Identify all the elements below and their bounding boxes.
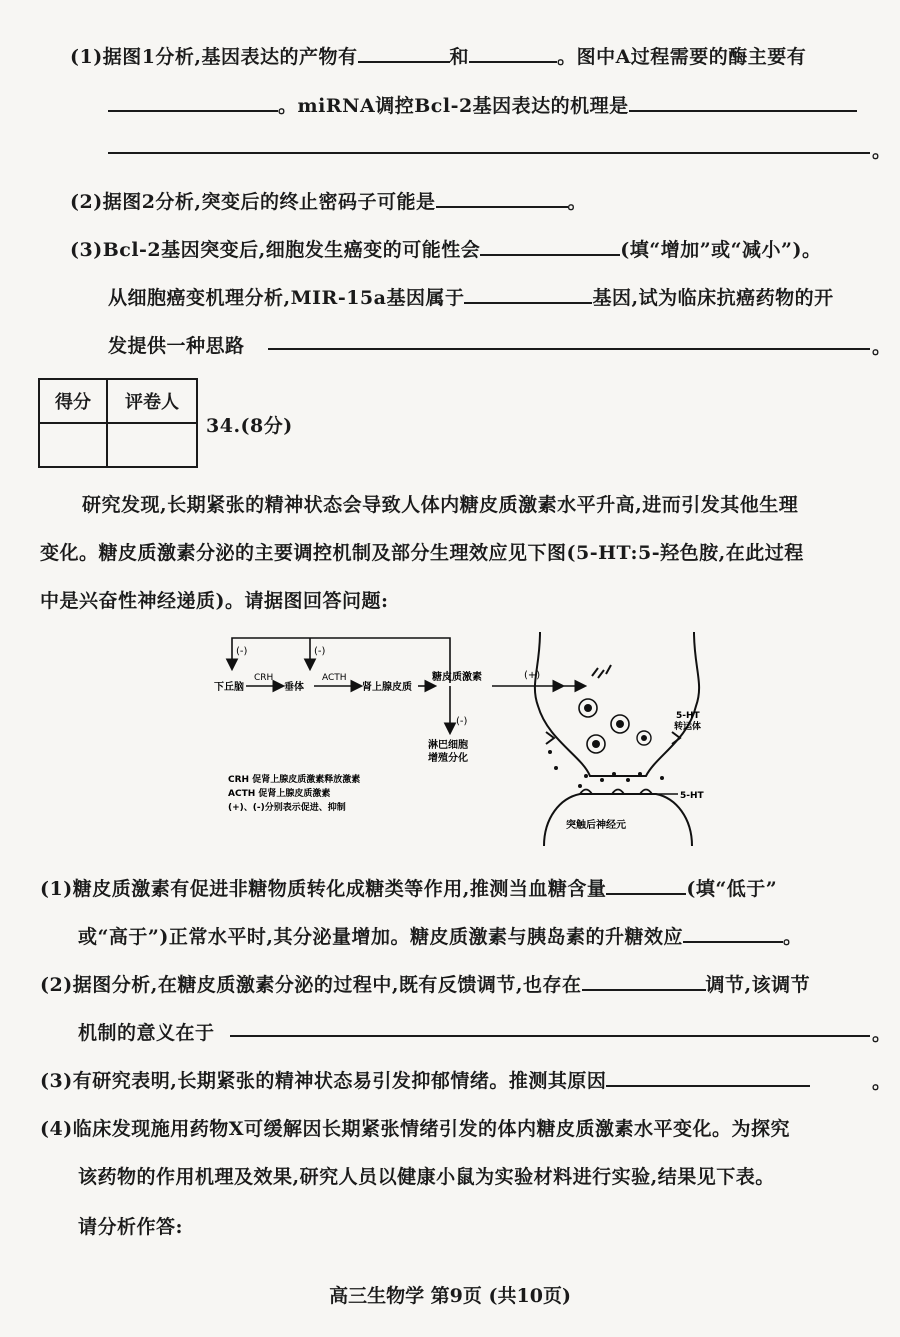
transporter-label-2: 转运体	[674, 722, 702, 732]
period: 。	[872, 336, 892, 358]
q33-line-2: 。miRNA调控Bcl-2基因表达的机理是	[108, 91, 857, 118]
q34-line-1: (1)糖皮质激素有促进非糖物质转化成糖类等作用,推测当血糖含量 (填“低于”	[40, 874, 777, 901]
answer-rule[interactable]	[230, 1035, 870, 1037]
answer-blank[interactable]	[358, 43, 450, 63]
q34-line-7: 该药物的作用机理及效果,研究人员以健康小鼠为实验材料进行实验,结果见下表。	[78, 1166, 775, 1188]
answer-blank[interactable]	[582, 971, 706, 991]
acth-label: ACTH	[322, 673, 347, 683]
q34-line-3: (2)据图分析,在糖皮质激素分泌的过程中,既有反馈调节,也存在 调节,该调节	[40, 970, 810, 997]
receptor-label: 5-HT	[680, 791, 704, 801]
answer-blank[interactable]	[108, 92, 278, 112]
q34-line-8: 请分析作答:	[78, 1216, 184, 1238]
q33-line-6: 发提供一种思路	[108, 335, 245, 357]
presynaptic-terminal	[535, 632, 702, 776]
q34-line-5: (3)有研究表明,长期紧张的精神状态易引发抑郁情绪。推测其原因	[40, 1066, 810, 1093]
answer-blank[interactable]	[606, 875, 686, 895]
pituitary-label: 垂体	[284, 682, 304, 693]
grader-header: 评卷人	[107, 379, 197, 423]
answer-blank[interactable]	[480, 236, 620, 256]
legend-acth: ACTH 促肾上腺皮质激素	[228, 789, 331, 799]
minus-label-1: (-)	[236, 646, 248, 657]
q33-line-5: 从细胞癌变机理分析,MIR-15a基因属于 基因,试为临床抗癌药物的开	[108, 283, 834, 310]
answer-blank[interactable]	[469, 43, 557, 63]
grader-cell[interactable]	[107, 423, 197, 467]
answer-blank[interactable]	[464, 284, 592, 304]
answer-blank[interactable]	[629, 92, 857, 112]
period: 。	[872, 140, 892, 162]
q33-line-1: (1)据图1分析,基因表达的产物有 和 。图中A过程需要的酶主要有	[70, 42, 806, 69]
transporter-label-1: 5-HT	[676, 711, 700, 721]
legend-crh: CRH 促肾上腺皮质激素释放激素	[228, 775, 361, 785]
q34-line-6: (4)临床发现施用药物X可缓解因长期紧张情绪引发的体内糖皮质激素水平变化。为探究	[40, 1118, 790, 1140]
score-header: 得分	[39, 379, 107, 423]
lymph-label-2: 增殖分化	[428, 753, 468, 764]
glucocorticoid-label: 糖皮质激素	[432, 672, 482, 683]
score-table	[38, 378, 198, 468]
answer-rule[interactable]	[268, 348, 870, 350]
5ht-molecules	[548, 750, 664, 788]
adrenal-label: 肾上腺皮质	[362, 682, 412, 693]
minus-label-3: (-)	[456, 716, 468, 727]
hypothalamus-label: 下丘脑	[214, 682, 244, 693]
crh-label: CRH	[254, 673, 274, 683]
answer-blank[interactable]	[436, 188, 568, 208]
page-footer: 高三生物学 第9页 (共10页)	[329, 1285, 571, 1307]
legend-signs: (+)、(-)分别表示促进、抑制	[228, 803, 346, 813]
q34-intro-3: 中是兴奋性神经递质)。请据图回答问题:	[40, 590, 389, 612]
answer-rule[interactable]	[108, 152, 870, 154]
q34-heading: 34.(8分)	[206, 415, 293, 437]
q34-line-2: 或“高于”)正常水平时,其分泌量增加。糖皮质激素与胰岛素的升糖效应 。	[78, 922, 802, 949]
q34-intro-2: 变化。糖皮质激素分泌的主要调控机制及部分生理效应见下图(5-HT:5-羟色胺,在此过程	[40, 542, 804, 564]
plus-label: (+)	[524, 670, 541, 681]
period: 。	[872, 1071, 892, 1093]
postsynaptic-label: 突触后神经元	[566, 820, 626, 831]
answer-blank[interactable]	[683, 923, 783, 943]
q33-line-4: (3)Bcl-2基因突变后,细胞发生癌变的可能性会 (填“增加”或“减小”)。	[70, 235, 821, 262]
glucocorticoid-diagram	[210, 628, 730, 850]
q34-intro-1: 研究发现,长期紧张的精神状态会导致人体内糖皮质激素水平升高,进而引发其他生理	[82, 494, 799, 516]
score-cell[interactable]	[39, 423, 107, 467]
lymph-label-1: 淋巴细胞	[428, 740, 468, 751]
period: 。	[872, 1023, 892, 1045]
minus-label-2: (-)	[314, 646, 326, 657]
q33-line-3: (2)据图2分析,突变后的终止密码子可能是 。	[70, 187, 587, 214]
q34-line-4: 机制的意义在于	[78, 1022, 215, 1044]
answer-blank[interactable]	[606, 1067, 810, 1087]
